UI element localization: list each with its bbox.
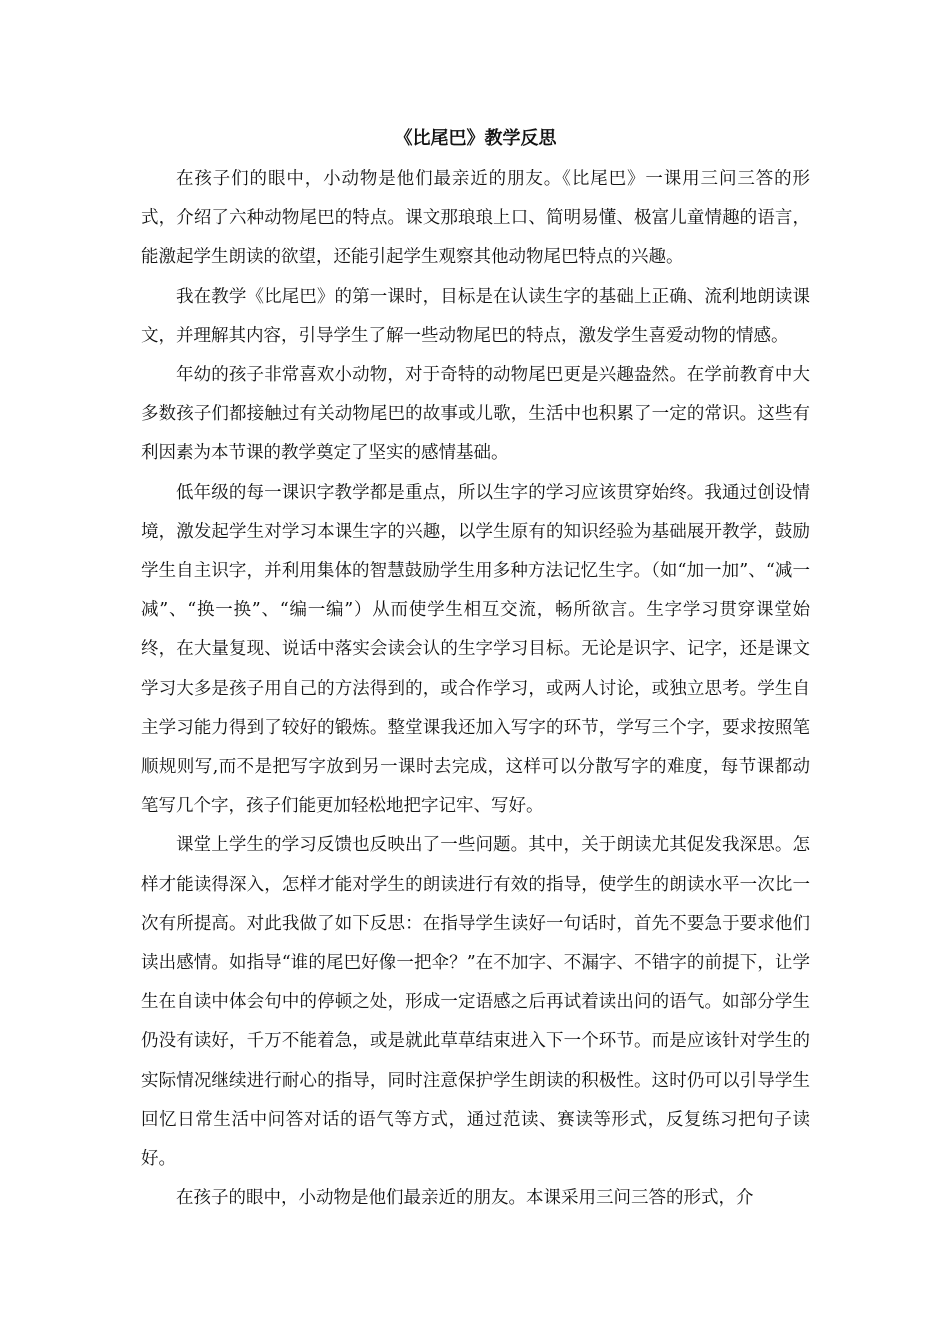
paragraph-6: 在孩子的眼中，小动物是他们最亲近的朋友。本课采用三问三答的形式，介 bbox=[176, 1188, 754, 1209]
document-page bbox=[141, 118, 810, 1218]
document-title: 《比尾巴》教学反思 bbox=[394, 128, 557, 149]
paragraph-3: 年幼的孩子非常喜欢小动物，对于奇特的动物尾巴更是兴趣盎然。在学前教育中大多数孩子们都接触过有关动物尾巴的故事或儿歌，生活中也积累了一定的常识。这些有利因素为本节课的教学奠定了坚实的感情基础。 bbox=[141, 365, 810, 464]
paragraph-4: 低年级的每一课识字教学都是重点，所以生字的学习应该贯穿始终。我通过创设情境，激发起学生对学习本课生字的兴趣，以学生原有的知识经验为基础展开教学，鼓励学生自主识字，并利用集体的智慧鼓励学生用多种方法记忆生字。（如“加一加”、“减一减”、“换一换”、“编一编”）从而使学生相互交流，畅所欲言。生字学习贯穿课堂始终，在大量复现、说话中落实会读会认的生字学习目标。无论是识字、记字，还是课文学习大多是孩子用自己的方法得到的，或合作学习，或两人讨论，或独立思考。学生自主学习能力得到了较好的锻炼。整堂课我还加入写字的环节，学写三个字，要求按照笔顺规则写,而不是把写字放到另一课时去完成，这样可以分散写字的难度，每节课都动笔写几个字，孩子们能更加轻松地把字记牢、写好。 bbox=[141, 482, 810, 817]
paragraph-1: 在孩子们的眼中，小动物是他们最亲近的朋友。《比尾巴》一课用三问三答的形式，介绍了六种动物尾巴的特点。课文那琅琅上口、简明易懂、极富儿童情趣的语言，能激起学生朗读的欲望，还能引起学生观察其他动物尾巴特点的兴趣。 bbox=[141, 169, 810, 268]
paragraph-5: 课堂上学生的学习反馈也反映出了一些问题。其中，关于朗读尤其促发我深思。怎样才能读得深入，怎样才能对学生的朗读进行有效的指导，使学生的朗读水平一次比一次有所提高。对此我做了如下反思：在指导学生读好一句话时，首先不要急于要求他们读出感情。如指导“谁的尾巴好像一把伞？”在不加字、不漏字、不错字的前提下，让学生在自读中体会句中的停顿之处，形成一定语感之后再试着读出问的语气。如部分学生仍没有读好，千万不能着急，或是就此草草结束进入下一个环节。而是应该针对学生的实际情况继续进行耐心的指导，同时注意保护学生朗读的积极性。这时仍可以引导学生回忆日常生活中问答对话的语气等方式，通过范读、赛读等形式，反复练习把句子读好。 bbox=[141, 835, 810, 1170]
paragraph-2: 我在教学《比尾巴》的第一课时，目标是在认读生字的基础上正确、流利地朗读课文，并理解其内容，引导学生了解一些动物尾巴的特点，激发学生喜爱动物的情感。 bbox=[141, 286, 810, 346]
